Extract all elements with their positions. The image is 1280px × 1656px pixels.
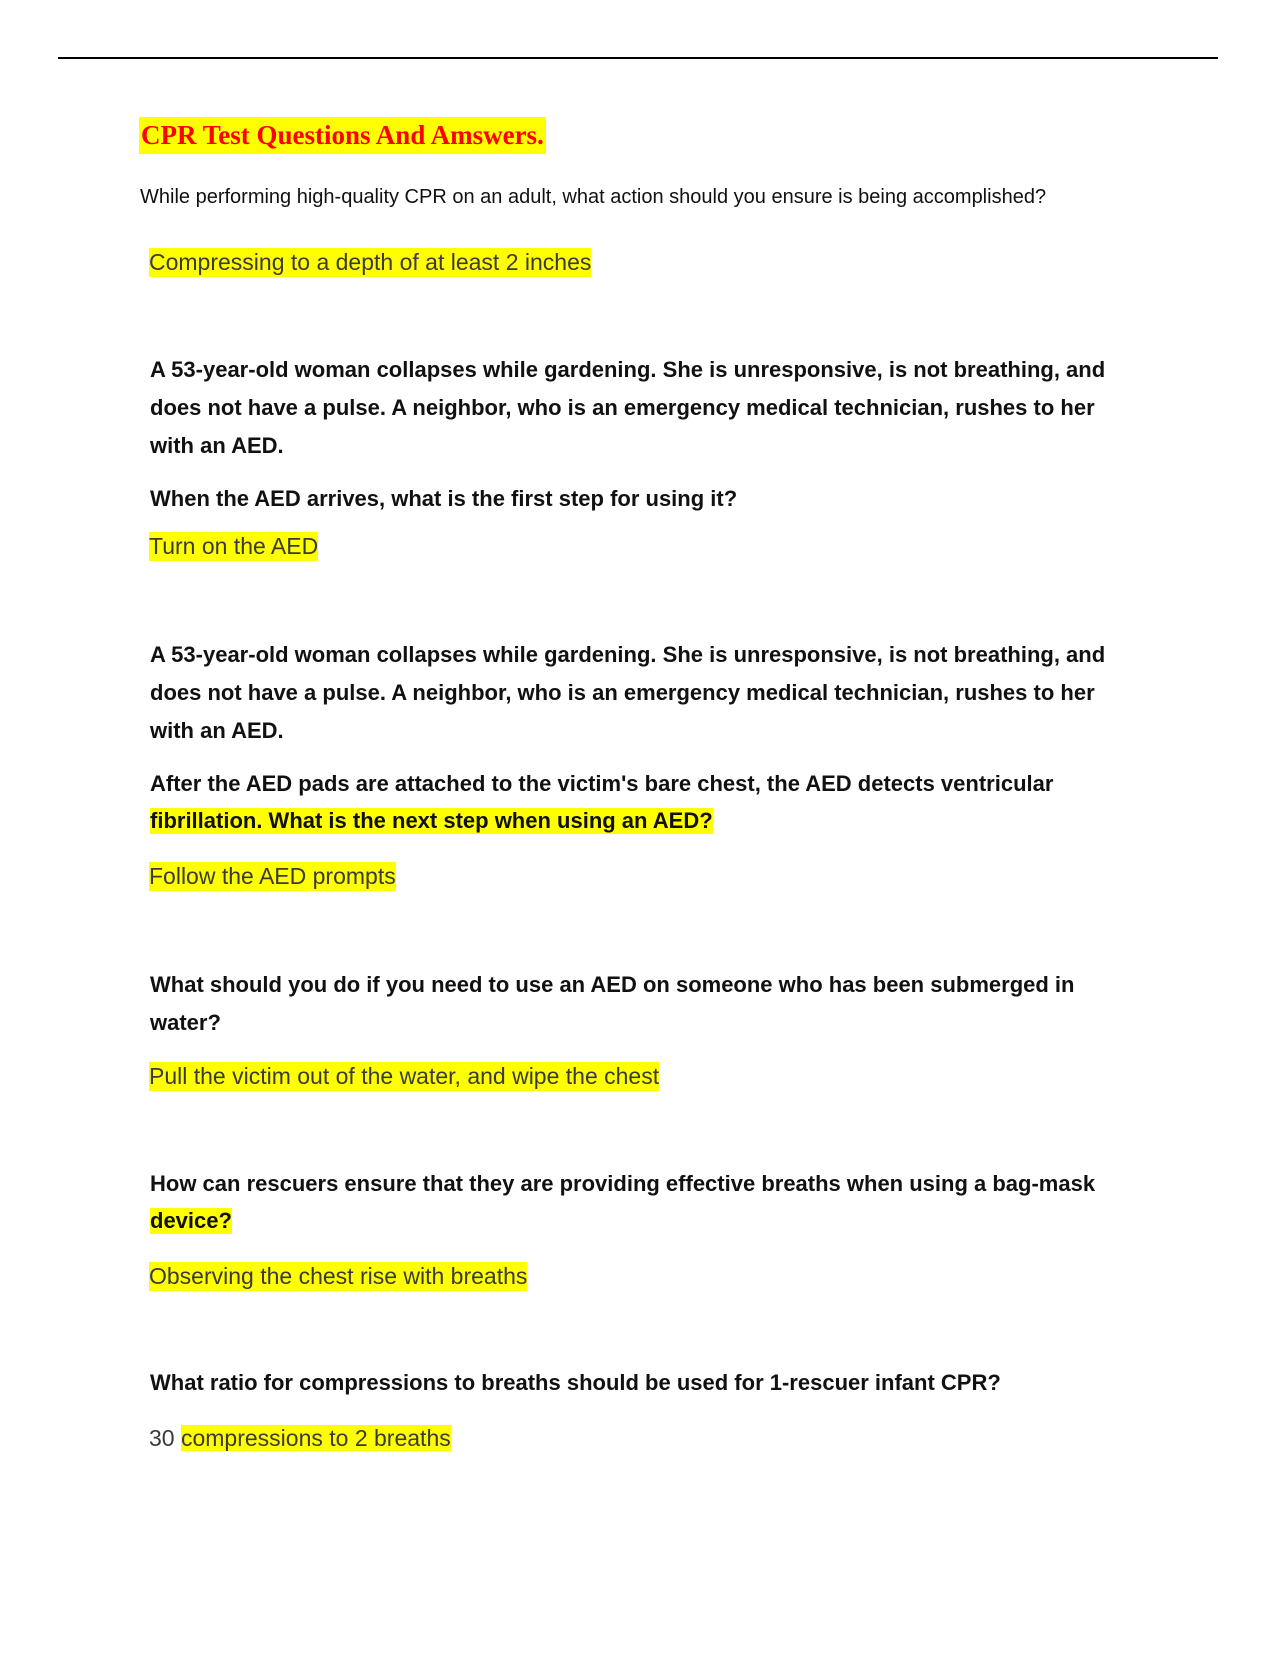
question-2: When the AED arrives, what is the first step for using it? <box>150 486 738 511</box>
answer-6 <box>149 1424 451 1453</box>
document-title: CPR Test Questions And Amswers. <box>139 117 546 154</box>
answer-5: Observing the chest rise with breaths <box>149 1263 528 1289</box>
scenario-3-line-2: does not have a pulse. A neighbor, who is an emergency medical technician, rushes to her <box>150 680 1095 705</box>
intro-question: While performing high-quality CPR on an adult, what action should you ensure is being accomplished? <box>140 186 1047 208</box>
scenario-2-line-3: with an AED. <box>150 433 284 458</box>
scenario-2-line-1: A 53-year-old woman collapses while gardening. She is unresponsive, is not breathing, and <box>150 357 1106 382</box>
answer-6-prefix: 30 <box>149 1425 175 1451</box>
answer-3: Follow the AED prompts <box>149 863 396 889</box>
scenario-3-line-1: A 53-year-old woman collapses while gardening. She is unresponsive, is not breathing, and <box>150 642 1106 667</box>
scenario-2-line-2: does not have a pulse. A neighbor, who is an emergency medical technician, rushes to her <box>150 395 1095 420</box>
question-4-line-1: What should you do if you need to use an AED on someone who has been submerged in <box>150 972 1075 997</box>
question-5-line-2: device? <box>150 1208 232 1233</box>
answer-1: Compressing to a depth of at least 2 inches <box>149 249 592 275</box>
answer-6-highlight: compressions to 2 breaths <box>180 1425 451 1451</box>
question-6: What ratio for compressions to breaths should be used for 1-rescuer infant CPR? <box>150 1370 1001 1395</box>
question-3-line-2: fibrillation. What is the next step when using an AED? <box>150 808 713 833</box>
question-4-line-2: water? <box>150 1010 221 1035</box>
scenario-3-line-3: with an AED. <box>150 718 284 743</box>
answer-4: Pull the victim out of the water, and wipe the chest <box>149 1063 660 1089</box>
header-rule <box>58 57 1218 59</box>
answer-2: Turn on the AED <box>149 533 319 559</box>
question-3-line-1: After the AED pads are attached to the victim's bare chest, the AED detects ventricular <box>150 771 1054 796</box>
question-5-line-1: How can rescuers ensure that they are providing effective breaths when using a bag-mask <box>150 1171 1096 1196</box>
